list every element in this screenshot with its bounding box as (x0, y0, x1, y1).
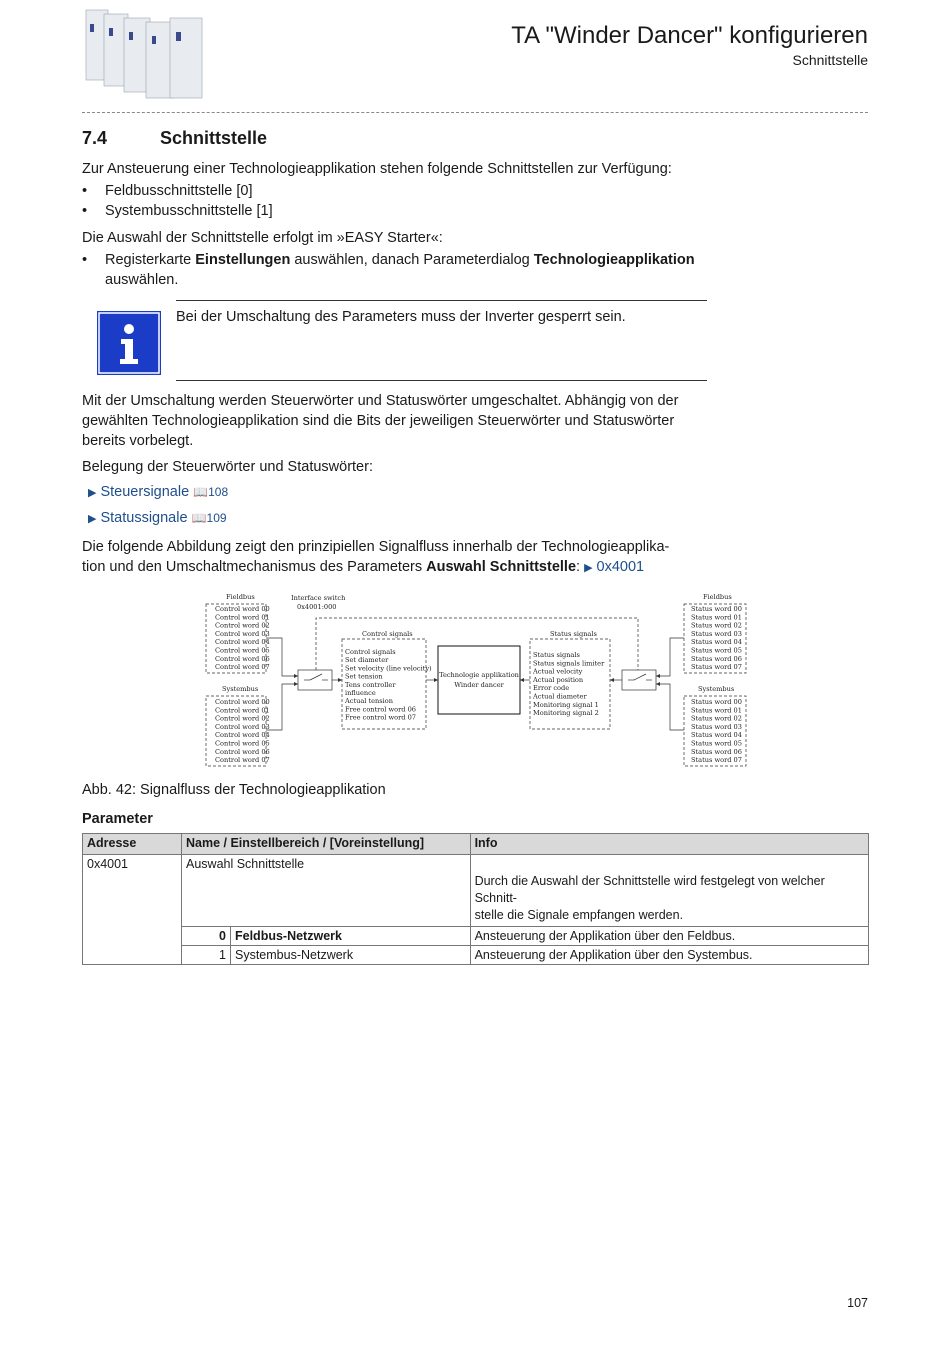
status-word-list-systembus (691, 698, 742, 764)
parameter-table (82, 833, 869, 965)
control-word-item: Control word 00 (215, 605, 270, 613)
control-word-item: Control word 07 (215, 756, 270, 765)
control-word-list-systembus (215, 698, 270, 764)
control-word-item: Control word 01 (215, 613, 270, 622)
parameter-info (470, 855, 868, 927)
info-box-top-rule (176, 300, 707, 301)
control-signal-item: Set diameter (345, 656, 389, 665)
page-number: 107 (847, 1296, 868, 1310)
status-signal-list (532, 651, 605, 717)
triangle-right-icon: ▶ (88, 513, 97, 525)
section-title: Schnittstelle (160, 128, 268, 148)
control-signals-title: Control signals (362, 630, 413, 638)
technology-block (438, 646, 520, 714)
document-title: TA "Winder Dancer" konfigurieren (511, 22, 868, 49)
figure-intro-text: tion und den Umschaltmechanismus des Parameters (82, 559, 427, 575)
status-word-item: Status word 06 (691, 654, 742, 663)
book-icon: 📖 (193, 485, 209, 499)
selection-step-text: auswählen, danach Parameterdialog (290, 252, 534, 268)
status-word-item: Status word 04 (691, 638, 742, 647)
status-signal-item: Actual position (533, 675, 584, 684)
status-word-item: Status word 00 (691, 698, 742, 706)
control-word-item: Control word 00 (215, 698, 270, 706)
interface-systembus: Systembusschnittstelle [1] (105, 203, 273, 219)
list-item: • Systembusschnittstelle [1] (82, 203, 273, 219)
link-label: Steuersignale (100, 484, 190, 500)
technology-block-label: Winder dancer (454, 681, 504, 689)
control-signal-item: Set tension (345, 672, 383, 681)
control-signal-item: Control signals (345, 648, 396, 656)
control-word-item: Control word 01 (215, 706, 270, 715)
assignment-text: Belegung der Steuerwörter und Statuswörter: (82, 459, 373, 475)
control-word-item: Control word 03 (215, 722, 270, 731)
status-signal-item: Monitoring signal 2 (533, 709, 599, 718)
control-word-item: Control word 03 (215, 629, 270, 638)
option-info: Ansteuerung der Applikation über den Systembus. (470, 946, 868, 965)
link-statussignale[interactable] (88, 510, 227, 526)
parameter-link-label: 0x4001 (596, 559, 645, 575)
document-subtitle: Schnittstelle (792, 52, 868, 68)
triangle-right-icon: ▶ (584, 562, 593, 574)
status-word-item: Status word 02 (691, 621, 742, 630)
control-word-item: Control word 07 (215, 663, 270, 672)
status-word-item: Status word 01 (691, 706, 742, 715)
status-signal-item: Status signals limiter (533, 659, 605, 668)
figure-intro-line (82, 557, 644, 578)
signal-flow-diagram (200, 590, 760, 770)
control-word-item: Control word 02 (215, 714, 270, 723)
info-box-bottom-rule (176, 380, 707, 381)
control-word-item: Control word 02 (215, 621, 270, 630)
control-signal-item: Actual tension (345, 697, 393, 706)
parameter-heading: Parameter (82, 811, 153, 827)
status-word-item: Status word 03 (691, 629, 742, 638)
status-word-item: Status word 04 (691, 731, 742, 740)
parameter-name: Auswahl Schnittstelle (182, 855, 471, 927)
column-header: Name / Einstellbereich / [Voreinstellung] (182, 834, 471, 855)
status-word-item: Status word 07 (691, 756, 742, 765)
status-signals-title: Status signals (550, 630, 597, 638)
switch-text-line: Mit der Umschaltung werden Steuerwörter und Statuswörter umgeschaltet. Abhängig von der (82, 393, 679, 409)
control-word-item: Control word 06 (215, 654, 270, 663)
selection-step-text: auswählen. (105, 272, 179, 288)
status-word-item: Status word 05 (691, 739, 742, 748)
header-divider (82, 112, 868, 113)
fieldbus-label-left: Fieldbus (226, 593, 255, 601)
column-header: Info (470, 834, 868, 855)
selection-step-text: Registerkarte (105, 252, 196, 268)
status-signal-item: Error code (533, 684, 570, 693)
control-signal-item: Set velocity (line velocity) (345, 664, 432, 673)
status-word-item: Status word 06 (691, 747, 742, 756)
table-row (83, 946, 869, 965)
figure-intro-text: : (576, 559, 585, 575)
link-page: 108 (208, 485, 229, 499)
status-word-item: Status word 02 (691, 714, 742, 723)
intro-text: Zur Ansteuerung einer Technologieapplikation stehen folgende Schnittstellen zur Verfügung: (82, 161, 672, 177)
status-signal-item: Actual velocity (533, 667, 583, 676)
status-word-item: Status word 01 (691, 613, 742, 622)
option-info: Ansteuerung der Applikation über den Feldbus. (470, 927, 868, 946)
switch-text-line: bereits vorbelegt. (82, 433, 194, 449)
status-signal-item: Actual diameter (533, 692, 587, 701)
book-icon: 📖 (191, 511, 207, 525)
figure-intro-line: Die folgende Abbildung zeigt den prinzipiellen Signalfluss innerhalb der Technologieapplika- (82, 539, 670, 555)
selection-text: Die Auswahl der Schnittstelle erfolgt im »EASY Starter«: (82, 230, 443, 246)
control-signal-list (344, 648, 432, 722)
systembus-label-left: Systembus (222, 685, 259, 693)
control-signal-item: Free control word 06 (345, 705, 416, 714)
status-word-list-fieldbus (691, 605, 742, 671)
status-word-item: Status word 05 (691, 646, 742, 655)
list-item: • Registerkarte Einstellungen auswählen, danach Parameterdialog Technologieapplikation auswählen. (82, 252, 695, 288)
control-word-item: Control word 04 (215, 731, 270, 740)
link-page: 109 (206, 511, 227, 525)
parameter-info-line: Durch die Auswahl der Schnittstelle wird festgelegt von welcher Schnitt- (474, 874, 825, 905)
status-signal-item: Monitoring signal 1 (533, 700, 599, 709)
control-word-item: Control word 06 (215, 747, 270, 756)
parameter-address: 0x4001 (83, 855, 182, 965)
status-signal-item: Status signals (533, 651, 580, 659)
link-label: Statussignale (100, 510, 188, 526)
option-label: Systembus-Netzwerk (231, 946, 471, 965)
column-header: Adresse (83, 834, 182, 855)
status-word-item: Status word 07 (691, 663, 742, 672)
systembus-label-right: Systembus (698, 685, 735, 693)
fieldbus-label-right: Fieldbus (703, 593, 732, 601)
table-header-row (83, 834, 869, 855)
parameter-info-line: stelle die Signale empfangen werden. (474, 908, 684, 922)
control-signal-item: Tens controller (345, 680, 396, 689)
control-word-item: Control word 05 (215, 646, 270, 655)
info-note: Bei der Umschaltung des Parameters muss der Inverter gesperrt sein. (176, 309, 626, 325)
control-signal-item: influence (345, 689, 376, 697)
control-word-item: Control word 04 (215, 638, 270, 647)
switch-text-line: gewählten Technologieapplikation sind die Bits der jeweiligen Steuerwörter und Statuswörter (82, 413, 675, 429)
control-signal-item: Free control word 07 (345, 713, 416, 722)
dialog-name: Technologieapplikation (533, 252, 695, 268)
parameter-name: Auswahl Schnittstelle (426, 559, 577, 575)
interface-fieldbus: Feldbusschnittstelle [0] (105, 183, 253, 199)
header-product-image (82, 4, 212, 104)
triangle-right-icon: ▶ (88, 487, 97, 499)
status-word-item: Status word 00 (691, 605, 742, 613)
table-row (83, 927, 869, 946)
info-icon (97, 311, 161, 375)
option-value: 0 (182, 927, 231, 946)
interface-switch-param: 0x4001:000 (297, 603, 337, 611)
technology-block-label: Technologie applikation (439, 671, 519, 679)
option-label: Feldbus-Netzwerk (231, 927, 471, 946)
parameter-link[interactable] (584, 559, 644, 575)
figure-caption: Abb. 42: Signalfluss der Technologieapplikation (82, 782, 386, 798)
control-word-list-fieldbus (215, 605, 270, 671)
interface-switch-label: Interface switch (291, 594, 346, 602)
status-word-item: Status word 03 (691, 722, 742, 731)
list-item: • Feldbusschnittstelle [0] (82, 183, 253, 199)
table-row (83, 855, 869, 927)
option-value: 1 (182, 946, 231, 965)
tab-name: Einstellungen (195, 252, 291, 268)
section-number: 7.4 (82, 128, 108, 148)
link-steuersignale[interactable] (88, 484, 228, 500)
control-word-item: Control word 05 (215, 739, 270, 748)
